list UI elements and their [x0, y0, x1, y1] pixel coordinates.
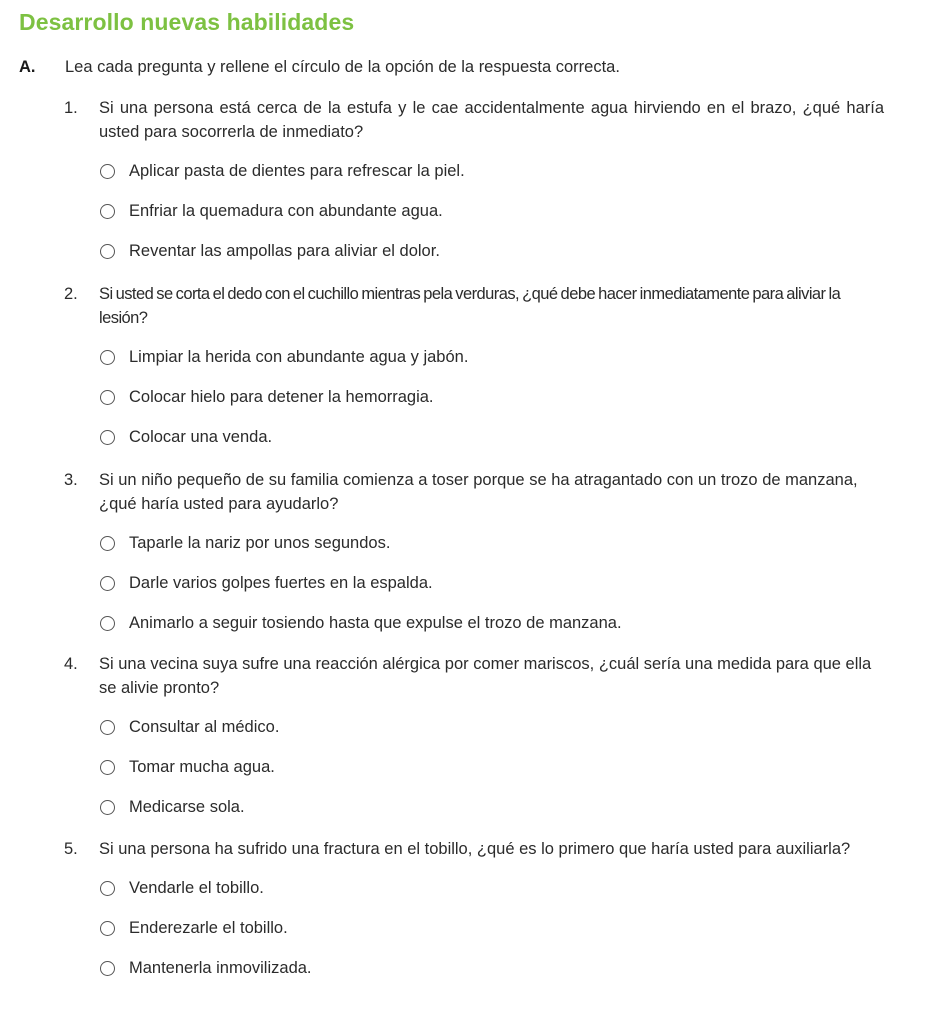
- radio-circle-icon[interactable]: [100, 390, 115, 405]
- radio-circle-icon[interactable]: [100, 800, 115, 815]
- question-text: Si usted se corta el dedo con el cuchillo mientras pela verduras, ¿qué debe hacer inmediatamente para aliviar la lesión?: [99, 285, 841, 327]
- question-stem: [64, 837, 884, 861]
- radio-circle-icon[interactable]: [100, 244, 115, 259]
- radio-circle-icon[interactable]: [100, 881, 115, 896]
- option[interactable]: [99, 161, 884, 182]
- options-group: [64, 347, 884, 448]
- question-stem: [64, 468, 884, 516]
- radio-circle-icon[interactable]: [100, 760, 115, 775]
- option-label: Animarlo a seguir tosiendo hasta que expulse el trozo de manzana.: [129, 614, 622, 632]
- options-group: [64, 161, 884, 262]
- question-number: 2.: [64, 285, 78, 303]
- radio-circle-icon[interactable]: [100, 430, 115, 445]
- options-group: [64, 533, 884, 634]
- option-label: Taparle la nariz por unos segundos.: [129, 534, 391, 552]
- option[interactable]: [99, 797, 884, 818]
- option[interactable]: [99, 427, 884, 448]
- option[interactable]: [99, 717, 884, 738]
- radio-circle-icon[interactable]: [100, 536, 115, 551]
- options-group: [64, 878, 884, 979]
- page-title: Desarrollo nuevas habilidades: [19, 9, 355, 35]
- question-stem: [64, 282, 884, 330]
- option[interactable]: [99, 757, 884, 778]
- option-label: Colocar hielo para detener la hemorragia.: [129, 388, 434, 406]
- option-label: Enderezarle el tobillo.: [129, 919, 288, 937]
- question-3: [64, 468, 884, 653]
- question-text: Si un niño pequeño de su familia comienza a toser porque se ha atragantado con un trozo de manzana, ¿qué haría usted para ayudarlo?: [99, 471, 858, 513]
- radio-circle-icon[interactable]: [100, 164, 115, 179]
- radio-circle-icon[interactable]: [100, 350, 115, 365]
- option[interactable]: [99, 241, 884, 262]
- question-number: 5.: [64, 840, 78, 858]
- option-label: Mantenerla inmovilizada.: [129, 959, 312, 977]
- question-4: [64, 652, 884, 837]
- question-number: 3.: [64, 471, 78, 489]
- question-number: 4.: [64, 655, 78, 673]
- question-1: [64, 96, 884, 281]
- question-5: [64, 837, 884, 998]
- option[interactable]: [99, 387, 884, 408]
- radio-circle-icon[interactable]: [100, 921, 115, 936]
- radio-circle-icon[interactable]: [100, 720, 115, 735]
- option-label: Vendarle el tobillo.: [129, 879, 264, 897]
- option[interactable]: [99, 573, 884, 594]
- option[interactable]: [99, 347, 884, 368]
- option-label: Darle varios golpes fuertes en la espalda.: [129, 574, 433, 592]
- instruction-letter: A.: [19, 58, 36, 76]
- option-label: Consultar al médico.: [129, 718, 280, 736]
- options-group: [64, 717, 884, 818]
- question-stem: [64, 96, 884, 144]
- question-2: [64, 282, 884, 467]
- question-text: Si una vecina suya sufre una reacción alérgica por comer mariscos, ¿cuál sería una medida para que ella se alivie pronto?: [99, 655, 872, 697]
- option-label: Tomar mucha agua.: [129, 758, 275, 776]
- option-label: Limpiar la herida con abundante agua y jabón.: [129, 348, 469, 366]
- option[interactable]: [99, 201, 884, 222]
- option[interactable]: [99, 878, 884, 899]
- question-text: Si una persona ha sufrido una fractura en el tobillo, ¿qué es lo primero que haría usted para auxiliarla?: [99, 840, 851, 858]
- option-label: Aplicar pasta de dientes para refrescar la piel.: [129, 162, 465, 180]
- option-label: Enfriar la quemadura con abundante agua.: [129, 202, 443, 220]
- question-stem: [64, 652, 884, 700]
- option[interactable]: [99, 918, 884, 939]
- option[interactable]: [99, 533, 884, 554]
- instruction-text: Lea cada pregunta y rellene el círculo de la opción de la respuesta correcta.: [65, 58, 620, 76]
- option-label: Colocar una venda.: [129, 428, 273, 446]
- question-number: 1.: [64, 99, 78, 117]
- radio-circle-icon[interactable]: [100, 961, 115, 976]
- option[interactable]: [99, 958, 884, 979]
- instruction: [19, 58, 620, 77]
- radio-circle-icon[interactable]: [100, 576, 115, 591]
- option-label: Medicarse sola.: [129, 798, 245, 816]
- question-text: Si una persona está cerca de la estufa y le cae accidentalmente agua hirviendo en el brazo, ¿qué haría usted para socorrerla de inmediato?: [99, 99, 884, 141]
- radio-circle-icon[interactable]: [100, 616, 115, 631]
- option-label: Reventar las ampollas para aliviar el dolor.: [129, 242, 440, 260]
- radio-circle-icon[interactable]: [100, 204, 115, 219]
- option[interactable]: [99, 613, 884, 634]
